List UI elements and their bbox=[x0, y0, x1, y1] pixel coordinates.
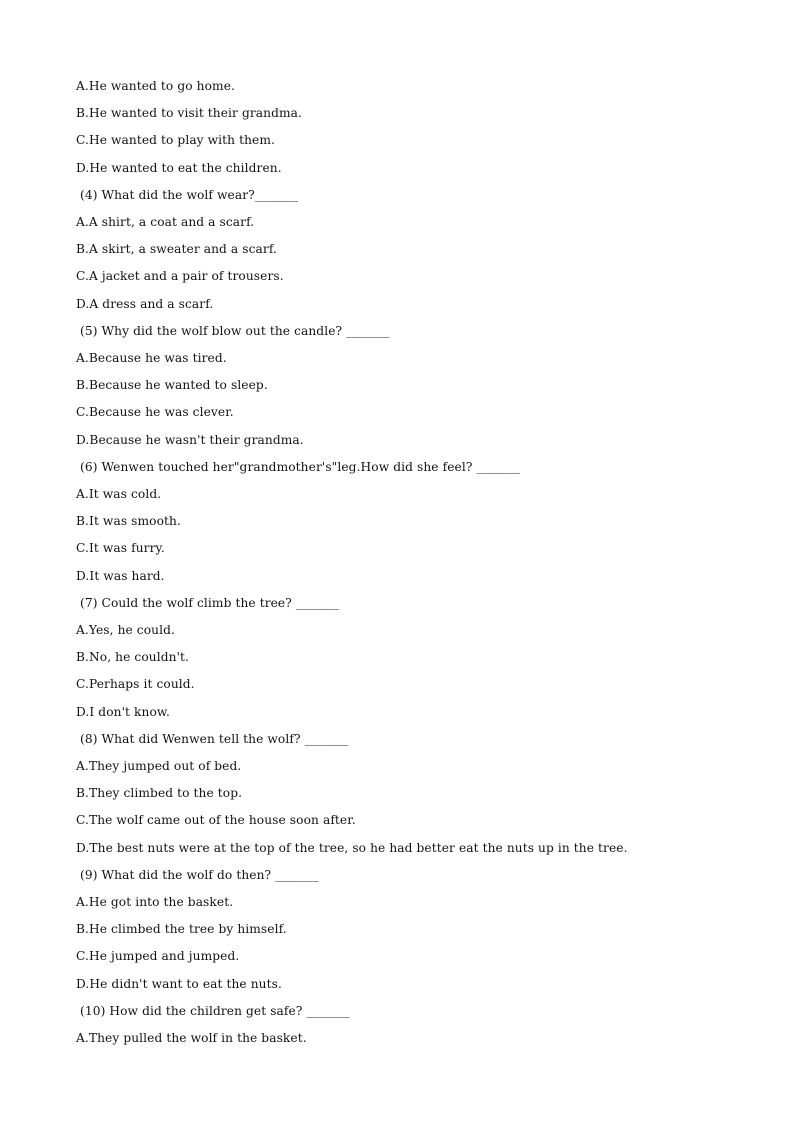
question-text: (7) Could the wolf climb the tree? _______ bbox=[80, 595, 340, 610]
answer-option: C.The wolf came out of the house soon after. bbox=[76, 813, 356, 828]
answer-option: B.He climbed the tree by himself. bbox=[76, 922, 287, 937]
answer-option: D.The best nuts were at the top of the tree, so he had better eat the nuts up in the tree. bbox=[76, 840, 628, 855]
answer-option: A.He got into the basket. bbox=[76, 895, 234, 909]
answer-option: D.Because he wasn't their grandma. bbox=[76, 432, 304, 447]
answer-option: C.Perhaps it could. bbox=[76, 677, 195, 692]
answer-option: C.He jumped and jumped. bbox=[76, 949, 240, 964]
question-text: (8) What did Wenwen tell the wolf? _______ bbox=[80, 731, 348, 746]
answer-option: C.Because he was clever. bbox=[76, 405, 234, 420]
answer-option: B.Because he wanted to sleep. bbox=[76, 378, 268, 393]
answer-option: A.A shirt, a coat and a scarf. bbox=[76, 215, 255, 229]
answer-option: C.It was furry. bbox=[76, 541, 165, 556]
answer-option: D.He wanted to eat the children. bbox=[76, 160, 282, 175]
question-text: (10) How did the children get safe? _______ bbox=[80, 1003, 350, 1018]
answer-option: A.They pulled the wolf in the basket. bbox=[76, 1031, 307, 1045]
answer-option: B.No, he couldn't. bbox=[76, 650, 189, 665]
answer-option: C.He wanted to play with them. bbox=[76, 133, 275, 148]
answer-option: D.He didn't want to eat the nuts. bbox=[76, 976, 282, 991]
answer-option: A.It was cold. bbox=[76, 487, 162, 501]
question-text: (5) Why did the wolf blow out the candle? _______ bbox=[80, 323, 390, 338]
answer-option: D.A dress and a scarf. bbox=[76, 296, 214, 311]
answer-option: D.It was hard. bbox=[76, 568, 165, 583]
answer-option: B.They climbed to the top. bbox=[76, 786, 243, 801]
answer-option: A.They jumped out of bed. bbox=[76, 759, 242, 773]
question-text: (4) What did the wolf wear?_______ bbox=[80, 187, 299, 202]
answer-option: C.A jacket and a pair of trousers. bbox=[76, 269, 284, 284]
answer-option: B.He wanted to visit their grandma. bbox=[76, 106, 302, 121]
answer-option: D.I don't know. bbox=[76, 704, 170, 719]
question-text: (6) Wenwen touched her"grandmother's"leg.How did she feel? _______ bbox=[80, 459, 520, 474]
question-text: (9) What did the wolf do then? _______ bbox=[80, 867, 319, 882]
answer-option: A.Because he was tired. bbox=[76, 351, 227, 365]
answer-option: A.Yes, he could. bbox=[76, 623, 175, 637]
answer-option: A.He wanted to go home. bbox=[76, 79, 235, 93]
answer-option: B.It was smooth. bbox=[76, 514, 181, 529]
answer-option: B.A skirt, a sweater and a scarf. bbox=[76, 242, 277, 257]
